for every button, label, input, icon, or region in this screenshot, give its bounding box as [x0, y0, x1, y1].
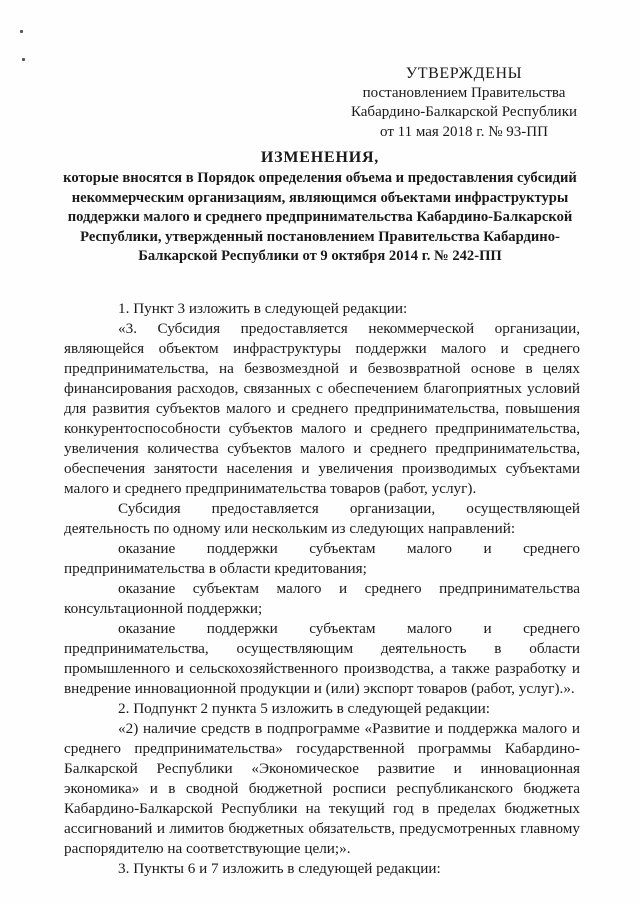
title-subtitle: которые вносятся в Порядок определения объема и предоставления субсидий некоммерческим организациям, являющимся объектами инфраструктуры поддержки малого и среднего предпринимательства Кабардино-Балкарской Республики, утвержденный постановлением Правительства Кабардино-Балкарской Республики от 9 октября 2014 г. № 242-ПП [63, 170, 577, 265]
scan-speck [22, 58, 25, 61]
approval-heading: УТВЕРЖДЕНЫ [405, 65, 523, 82]
scan-speck [20, 30, 23, 33]
title-heading: ИЗМЕНЕНИЯ, [260, 149, 380, 166]
paragraph: оказание поддержки субъектам малого и среднего предпринимательства в области кредитования; [64, 540, 580, 577]
approval-line: от 11 мая 2018 г. № 93-ПП [380, 123, 548, 140]
paragraph: Субсидия предоставляется организации, осуществляющей деятельность по одному или нескольким из следующих направлений: [64, 500, 580, 537]
approval-block [340, 64, 588, 142]
paragraph: оказание субъектам малого и среднего предпринимательства консультационной поддержки; [64, 580, 580, 617]
approval-line: Кабардино-Балкарской Республики [350, 104, 578, 120]
paragraph: «2) наличие средств в подпрограмме «Развитие и поддержка малого и среднего предпринимательства» государственной программы Кабардино-Балкарской Республики «Экономическое развитие и инновационная экономика» и в сводной бюджетной росписи республиканского бюджета Кабардино-Балкарской Республики на текущий год в пределах бюджетных ассигнований и лимитов бюджетных обязательств, предусмотренных главному распорядителю на соответствующие цели;». [64, 720, 580, 857]
paragraph: 3. Пункты 6 и 7 изложить в следующей редакции: [118, 860, 441, 877]
paragraph: 2. Подпункт 2 пункта 5 изложить в следующей редакции: [118, 700, 491, 717]
document-title [62, 148, 578, 266]
paragraph: оказание поддержки субъектам малого и среднего предпринимательства, осуществляющим деятельность в области промышленного и сельскохозяйственного производства, а также разработку и внедрение инновационной продукции и (или) экспорт товаров (работ, услуг).». [64, 620, 580, 697]
paragraph: 1. Пункт 3 изложить в следующей редакции: [118, 300, 408, 317]
document-body [64, 299, 580, 879]
approval-line: постановлением Правительства [362, 84, 566, 101]
paragraph: «3. Субсидия предоставляется некоммерческой организации, являющейся объектом инфраструктуры поддержки малого и среднего предпринимательства, на безвозмездной и безвозвратной основе в целях финансирования расходов, связанных с обеспечением благоприятных условий для развития субъектов малого и среднего предпринимательства, повышения конкурентоспособности субъектов малого и среднего предпринимательства, увеличения количества субъектов малого и среднего предпринимательства, обеспечения занятости населения и увеличения производимых субъектами малого и среднего предпринимательства товаров (работ, услуг). [64, 320, 580, 497]
